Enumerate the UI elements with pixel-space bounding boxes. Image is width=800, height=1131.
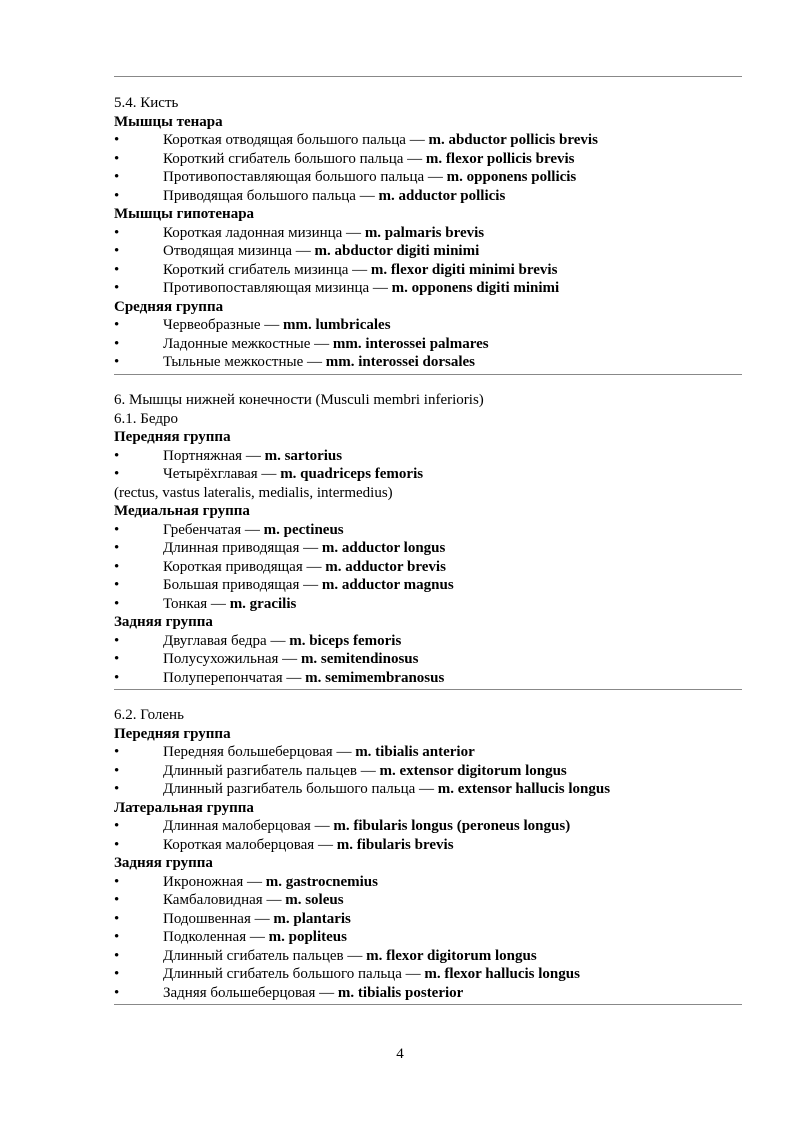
muscle-entry bbox=[163, 335, 489, 354]
muscle-latin-name: m. abductor pollicis brevis bbox=[428, 132, 598, 148]
muscle-latin-name: m. tibialis posterior bbox=[337, 984, 464, 1001]
muscle-list-item bbox=[114, 465, 742, 484]
muscle-entry bbox=[163, 316, 391, 335]
muscle-russian-name: Червеобразные — bbox=[163, 317, 284, 333]
muscle-list-item bbox=[114, 650, 742, 669]
muscle-russian-name: Короткий сгибатель большого пальца — bbox=[163, 150, 426, 167]
muscle-list-item bbox=[114, 873, 742, 892]
muscle-latin-name: m. opponens digiti minimi bbox=[391, 280, 560, 296]
muscle-latin-name: m. popliteus bbox=[268, 929, 347, 945]
muscle-list-item bbox=[114, 595, 742, 614]
bullet-icon: • bbox=[114, 873, 120, 890]
muscle-list-item bbox=[114, 187, 742, 206]
section-heading: 6.2. Голень bbox=[114, 707, 184, 723]
muscle-entry bbox=[163, 873, 378, 892]
group-title: Передняя группа bbox=[114, 429, 231, 445]
muscle-latin-name: m. semimembranosus bbox=[305, 669, 445, 686]
bullet-icon: • bbox=[114, 595, 120, 612]
muscle-russian-name: Длинный разгибатель пальцев — bbox=[163, 762, 380, 779]
muscle-russian-name: Задняя большеберцовая — bbox=[163, 984, 338, 1001]
muscle-list-item bbox=[114, 947, 742, 966]
muscle-list-item bbox=[114, 743, 742, 762]
muscle-russian-name: Ладонные межкостные — bbox=[163, 335, 333, 352]
muscle-latin-name: mm. interossei dorsales bbox=[325, 354, 476, 370]
muscle-russian-name: Полусухожильная — bbox=[163, 651, 301, 667]
bullet-icon: • bbox=[114, 669, 120, 686]
muscle-list-item bbox=[114, 242, 742, 261]
bullet-icon: • bbox=[114, 335, 120, 352]
bullet-icon: • bbox=[114, 910, 120, 927]
muscle-latin-name: m. tibialis anterior bbox=[355, 744, 475, 760]
muscle-latin-name: m. adductor pollicis bbox=[378, 187, 506, 204]
muscle-russian-name: Передняя большеберцовая — bbox=[163, 744, 356, 760]
bullet-icon: • bbox=[114, 466, 120, 482]
muscle-list-item bbox=[114, 521, 742, 540]
muscle-entry bbox=[163, 780, 610, 799]
muscle-latin-name: m. extensor digitorum longus bbox=[379, 762, 567, 779]
section-hand bbox=[114, 94, 742, 375]
muscle-russian-name: Подколенная — bbox=[163, 929, 269, 945]
group-title: Средняя группа bbox=[114, 298, 224, 315]
muscle-entry bbox=[163, 224, 484, 243]
muscle-latin-name: m. semitendinosus bbox=[300, 651, 419, 667]
muscle-russian-name: Гребенчатая — bbox=[163, 521, 264, 538]
bullet-icon: • bbox=[114, 929, 120, 945]
muscle-list-item bbox=[114, 558, 742, 577]
bullet-icon: • bbox=[114, 354, 120, 370]
bullet-icon: • bbox=[114, 577, 120, 593]
muscle-list-item bbox=[114, 891, 742, 910]
muscle-entry bbox=[163, 947, 537, 966]
bullet-icon: • bbox=[114, 261, 120, 278]
muscle-russian-name: Противопоставляющая мизинца — bbox=[163, 280, 392, 296]
muscle-latin-name: m. soleus bbox=[285, 892, 344, 908]
muscle-entry bbox=[163, 650, 418, 669]
muscle-russian-name: Длинный разгибатель большого пальца — bbox=[163, 781, 438, 797]
muscle-list-item bbox=[114, 447, 742, 466]
muscle-latin-name: m. gastrocnemius bbox=[265, 873, 378, 890]
muscle-russian-name: Большая приводящая — bbox=[163, 577, 322, 593]
muscle-entry bbox=[163, 817, 570, 836]
muscle-latin-name: m. gracilis bbox=[229, 595, 297, 612]
muscle-russian-name: Противопоставляющая большого пальца — bbox=[163, 169, 447, 185]
muscle-list-item bbox=[114, 669, 742, 688]
muscle-entry bbox=[163, 576, 454, 595]
group-title: Задняя группа bbox=[114, 855, 213, 871]
group-title: Мышцы гипотенара bbox=[114, 206, 255, 222]
muscle-list-item bbox=[114, 316, 742, 335]
muscle-latin-name: m. adductor brevis bbox=[325, 558, 446, 575]
bullet-icon: • bbox=[114, 187, 120, 204]
group-title: Задняя группа bbox=[114, 614, 213, 630]
muscle-russian-name: Короткий сгибатель мизинца — bbox=[163, 261, 371, 278]
muscle-list-item bbox=[114, 762, 742, 781]
muscle-latin-name: m. flexor digitorum longus bbox=[366, 947, 537, 964]
muscle-latin-name: m. extensor hallucis longus bbox=[437, 781, 611, 797]
muscle-list-item bbox=[114, 335, 742, 354]
muscle-entry bbox=[163, 595, 296, 614]
group-title: Медиальная группа bbox=[114, 503, 250, 519]
bullet-icon: • bbox=[114, 224, 120, 241]
bullet-icon: • bbox=[114, 243, 120, 259]
muscle-latin-name: m. adductor longus bbox=[321, 540, 446, 556]
page-number: 4 bbox=[396, 1046, 404, 1062]
bullet-icon: • bbox=[114, 317, 120, 333]
bullet-icon: • bbox=[114, 818, 120, 834]
muscle-latin-name: m. flexor digiti minimi brevis bbox=[370, 261, 558, 278]
muscle-entry bbox=[163, 984, 463, 1003]
muscle-latin-name: m. plantaris bbox=[273, 910, 351, 927]
muscle-entry bbox=[163, 242, 479, 261]
muscle-list-item bbox=[114, 279, 742, 298]
muscle-latin-name: m. fibularis longus (peroneus longus) bbox=[333, 818, 571, 834]
bullet-icon: • bbox=[114, 892, 120, 908]
muscle-russian-name: Камбаловидная — bbox=[163, 892, 286, 908]
bullet-icon: • bbox=[114, 150, 120, 167]
section-leg bbox=[114, 706, 742, 1005]
bullet-icon: • bbox=[114, 521, 120, 538]
top-rule bbox=[114, 76, 742, 77]
muscle-latin-name: m. pectineus bbox=[263, 521, 344, 538]
muscle-latin-name: m. adductor magnus bbox=[321, 577, 454, 593]
muscle-russian-name: Длинный сгибатель пальцев — bbox=[163, 947, 367, 964]
muscle-list-item bbox=[114, 261, 742, 280]
bullet-icon: • bbox=[114, 558, 120, 575]
muscle-russian-name: Портняжная — bbox=[163, 447, 265, 464]
muscle-list-item bbox=[114, 928, 742, 947]
muscle-entry bbox=[163, 465, 423, 484]
muscle-list-item bbox=[114, 150, 742, 169]
muscle-list-item bbox=[114, 632, 742, 651]
muscle-entry bbox=[163, 168, 576, 187]
muscle-russian-name: Длинная малоберцовая — bbox=[163, 818, 334, 834]
muscle-latin-name: m. palmaris brevis bbox=[364, 224, 485, 241]
muscle-russian-name: Тонкая — bbox=[163, 595, 230, 612]
muscle-entry bbox=[163, 539, 445, 558]
muscle-entry bbox=[163, 836, 454, 855]
muscle-entry bbox=[163, 762, 567, 781]
muscle-list-item bbox=[114, 131, 742, 150]
group-title: Передняя группа bbox=[114, 725, 231, 742]
muscle-latin-name: mm. lumbricales bbox=[283, 317, 391, 333]
muscle-list-item bbox=[114, 353, 742, 372]
muscle-entry bbox=[163, 279, 559, 298]
bullet-icon: • bbox=[114, 744, 120, 760]
muscle-list-item bbox=[114, 910, 742, 929]
group-title: Латеральная группа bbox=[114, 799, 254, 816]
muscle-entry bbox=[163, 131, 598, 150]
muscle-russian-name: Длинная приводящая — bbox=[163, 540, 322, 556]
muscle-latin-name: m. sartorius bbox=[264, 447, 343, 464]
section-heading: 5.4. Кисть bbox=[114, 95, 179, 111]
muscle-entry bbox=[163, 891, 344, 910]
bullet-icon: • bbox=[114, 280, 120, 296]
muscle-list-item bbox=[114, 224, 742, 243]
bullet-icon: • bbox=[114, 651, 120, 667]
muscle-latin-name: m. quadriceps femoris bbox=[280, 466, 424, 482]
muscle-russian-name: Длинный сгибатель большого пальца — bbox=[163, 966, 425, 982]
muscle-russian-name: Тыльные межкостные — bbox=[163, 354, 326, 370]
muscle-list-item bbox=[114, 817, 742, 836]
muscle-list-item bbox=[114, 965, 742, 984]
muscle-list-item bbox=[114, 576, 742, 595]
bullet-icon: • bbox=[114, 169, 120, 185]
muscle-list-item bbox=[114, 539, 742, 558]
muscle-latin-name: m. abductor digiti minimi bbox=[314, 243, 480, 259]
section-heading: 6. Мышцы нижней конечности (Musculi membri inferioris) bbox=[114, 392, 484, 408]
muscle-latin-name: m. flexor hallucis longus bbox=[424, 966, 580, 982]
muscle-russian-name: Четырёхглавая — bbox=[163, 466, 281, 482]
muscle-russian-name: Икроножная — bbox=[163, 873, 266, 890]
bullet-icon: • bbox=[114, 984, 120, 1001]
section-thigh bbox=[114, 391, 742, 690]
group-title: Мышцы тенара bbox=[114, 113, 223, 130]
muscle-entry bbox=[163, 521, 344, 540]
muscle-list-item bbox=[114, 780, 742, 799]
muscle-russian-name: Короткая ладонная мизинца — bbox=[163, 224, 365, 241]
muscle-russian-name: Короткая малоберцовая — bbox=[163, 836, 337, 853]
muscle-russian-name: Двуглавая бедра — bbox=[163, 632, 290, 649]
bullet-icon: • bbox=[114, 836, 120, 853]
group-note: (rectus, vastus lateralis, medialis, intermedius) bbox=[114, 484, 393, 501]
muscle-russian-name: Короткая отводящая большого пальца — bbox=[163, 132, 429, 148]
muscle-entry bbox=[163, 669, 444, 688]
muscle-russian-name: Подошвенная — bbox=[163, 910, 274, 927]
muscle-entry bbox=[163, 447, 342, 466]
bullet-icon: • bbox=[114, 781, 120, 797]
muscle-list-item bbox=[114, 168, 742, 187]
muscle-list-item bbox=[114, 836, 742, 855]
muscle-latin-name: mm. interossei palmares bbox=[332, 335, 489, 352]
muscle-entry bbox=[163, 965, 580, 984]
muscle-latin-name: m. opponens pollicis bbox=[446, 169, 577, 185]
bullet-icon: • bbox=[114, 966, 120, 982]
section-heading: 6.1. Бедро bbox=[114, 410, 178, 427]
muscle-russian-name: Отводящая мизинца — bbox=[163, 243, 315, 259]
bullet-icon: • bbox=[114, 632, 120, 649]
muscle-entry bbox=[163, 261, 557, 280]
bullet-icon: • bbox=[114, 762, 120, 779]
muscle-entry bbox=[163, 632, 401, 651]
muscle-entry bbox=[163, 910, 351, 929]
bullet-icon: • bbox=[114, 132, 120, 148]
bullet-icon: • bbox=[114, 947, 120, 964]
muscle-russian-name: Приводящая большого пальца — bbox=[163, 187, 379, 204]
muscle-list-item bbox=[114, 984, 742, 1003]
muscle-russian-name: Короткая приводящая — bbox=[163, 558, 326, 575]
muscle-latin-name: m. flexor pollicis brevis bbox=[425, 150, 575, 167]
muscle-entry bbox=[163, 150, 575, 169]
muscle-entry bbox=[163, 558, 446, 577]
muscle-entry bbox=[163, 928, 347, 947]
bullet-icon: • bbox=[114, 447, 120, 464]
bullet-icon: • bbox=[114, 540, 120, 556]
muscle-russian-name: Полуперепончатая — bbox=[163, 669, 306, 686]
muscle-latin-name: m. biceps femoris bbox=[289, 632, 402, 649]
muscle-entry bbox=[163, 743, 475, 762]
muscle-entry bbox=[163, 353, 475, 372]
muscle-latin-name: m. fibularis brevis bbox=[336, 836, 454, 853]
muscle-entry bbox=[163, 187, 505, 206]
